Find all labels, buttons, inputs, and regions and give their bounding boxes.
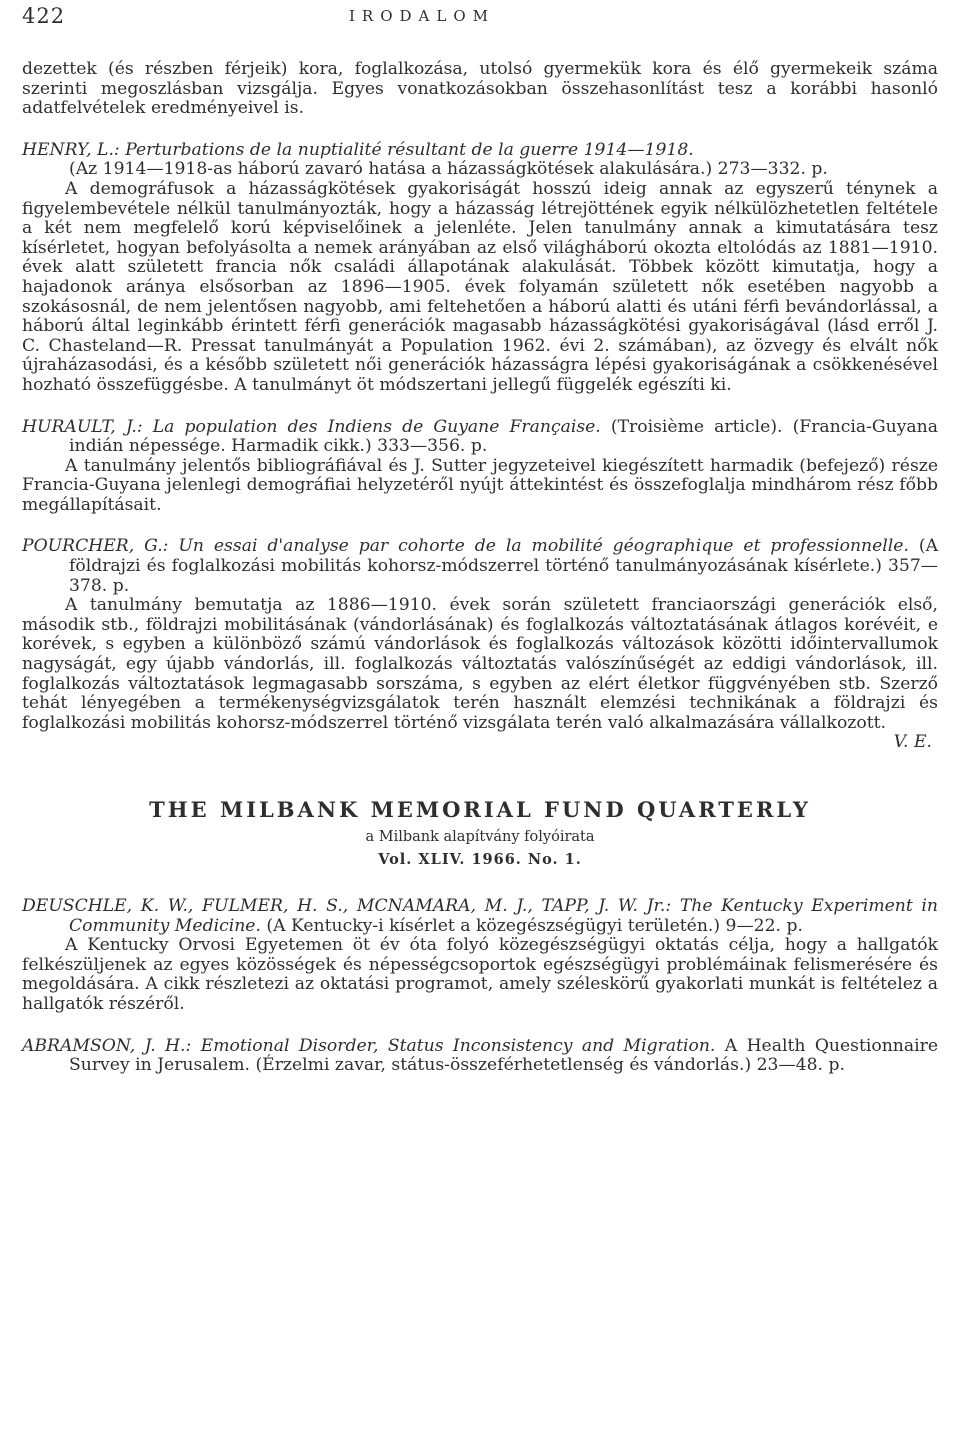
journal-volume: Vol. XLIV. 1966. No. 1. [378,851,582,868]
review-author: HENRY, L.: [22,139,120,160]
review-title: Perturbations de la nuptialité résultant de la guerre 1914—1918. [125,139,694,160]
review-entry-henry [22,141,938,396]
review-author: ABRAMSON, J. H.: [22,1035,192,1056]
review-reference [22,897,938,936]
review-title: Emotional Disorder, Status Inconsistency and Migration. [200,1035,716,1056]
page-number: 422 [22,4,66,28]
review-title: The Kentucky Experiment in Community Medicine. [69,896,938,936]
reviewer-signature: V. E. [893,732,932,753]
review-author: DEUSCHLE, K. W., FULMER, H. S., MCNAMARA, M. J., TAPP, J. W. Jr.: [22,896,672,916]
page-header [22,0,938,32]
review-body: A tanulmány jelentős bibliográfiával és J. Sutter jegyzeteivel kiegészített harmadik (befejező) része Francia-Guyana jelenlegi demográfiai helyzetéről nyújt áttekintést és összefoglalja mindhárom rész főbb megállapításait. [22,455,938,515]
review-entry-pourcher [22,537,938,753]
review-author: HURAULT, J.: [22,416,143,437]
review-reference [22,1037,938,1076]
journal-subtitle: a Milbank alapítvány folyóirata [365,829,595,845]
review-body: A tanulmány bemutatja az 1886—1910. évek során született franciaországi generációk első, második stb., földrajzi mobilitásának (vándorlásának) és foglalkozás változtatásának átlagos korévéit, e korévek, s egyben a különböző számú vándorlások és foglalkozás változások közötti időintervallumok nagyságát, egy újabb vándorlás, ill. foglalkozás változtatás valószínűségét az eddigi vándorlások, ill. foglalkozás változtatások legmagasabb sorszáma, s egyben az elért életkor függvényében stb. Szerző tehát lényegében a termékenységvizsgálatok terén használt elemzési technikának a földrajzi és foglalkozási mobilitás kohorsz-módszerrel történő vizsgálata terén való alkalmazására vállalkozott. [22,595,938,733]
review-citation: (A Kentucky-i kísérlet a közegészségügyi területén.) 9—22. p. [266,915,803,936]
review-entry-abramson [22,1037,938,1076]
review-reference [22,537,938,596]
review-reference [22,418,938,457]
journal-title: THE MILBANK MEMORIAL FUND QUARTERLY [149,797,811,822]
review-title: La population des Indiens de Guyane Française. [152,416,601,437]
review-citation: (A földrajzi és foglalkozási mobilitás kohorsz-módszerrel történő tanulmányozásának kísérlete.) 357—378. p. [69,536,938,596]
page-content [22,60,938,1076]
review-entry-hurault [22,418,938,516]
review-reference [22,141,938,161]
continued-review [22,60,938,119]
review-title: Un essai d'analyse par cohorte de la mobilité géographique et professionnelle. [178,536,909,557]
journal-heading [22,795,938,871]
review-citation: A Health Questionnaire Survey in Jerusalem. (Érzelmi zavar, státus-összeférhetetlenség és vándorlás.) 23—48. p. [69,1035,939,1076]
review-body: A demográfusok a házasságkötések gyakoriságát hosszú ideig annak az egyszerű ténynek a figyelembevétele nélkül tanulmányozták, hogy a házasság létrejöttének egyik nélkülözhetetlen feltétele a két nem megfelelő korú képviselőinek a jelenléte. Jelen tanulmány annak a kimutatására tesz kísérletet, hogyan befolyásolta a nemek arányában az első világháború okozta eltolódás az 1881—1910. évek alatt született francia nők családi állapotának alakulását. Többek között kimutatja, hogy a hajadonok aránya elsősorban az 1896—1905. évek folyamán született nők esetében nagyobb a szokásosnál, de nem jelentősen nagyobb, ami feltehetően a háború alatti és utáni férfi bevándorlással, a háború által leginkább érintett férfi generációk magasabb házasságkötési gyakoriságával (lásd erről J. C. Chasteland—R. Pressat tanulmányát a Population 1962. évi 2. számában), az özvegy és elvált nők újraházasodási, és a később született női generációk házasságra lépési gyakoriságának a csökkenésével hozható összefüggésbe. A tanulmányt öt módszertani jellegű függelék egészíti ki. [22,178,938,395]
review-citation: (Troisième article). (Francia-Guyana indián népessége. Harmadik cikk.) 333—356. p. [69,416,938,457]
review-entry-deuschle [22,897,938,1015]
review-citation: (Az 1914—1918-as háború zavaró hatása a házasságkötések alakulására.) 273—332. p. [69,159,828,180]
review-body: A Kentucky Orvosi Egyetemen öt év óta folyó közegészségügyi oktatás célja, hogy a hallgatók felkészüljenek az egyes közösségek és népességcsoportok egészségügyi problémáinak felismerésére és megoldására. A cikk részletezi az oktatási programot, amely széleskörű gyakorlati munkát is feltételez a hallgatók részéről. [22,935,938,1014]
running-head: IRODALOM [349,7,495,25]
review-body: dezettek (és részben férjeik) kora, foglalkozása, utolsó gyermekük kora és élő gyermekeik száma szerinti megoszlásban vizsgálja. Egyes vonatkozásokban összehasonlítást tesz a korábbi hasonló adatfelvételek eredményeivel is. [22,59,938,119]
review-author: POURCHER, G.: [22,536,169,557]
